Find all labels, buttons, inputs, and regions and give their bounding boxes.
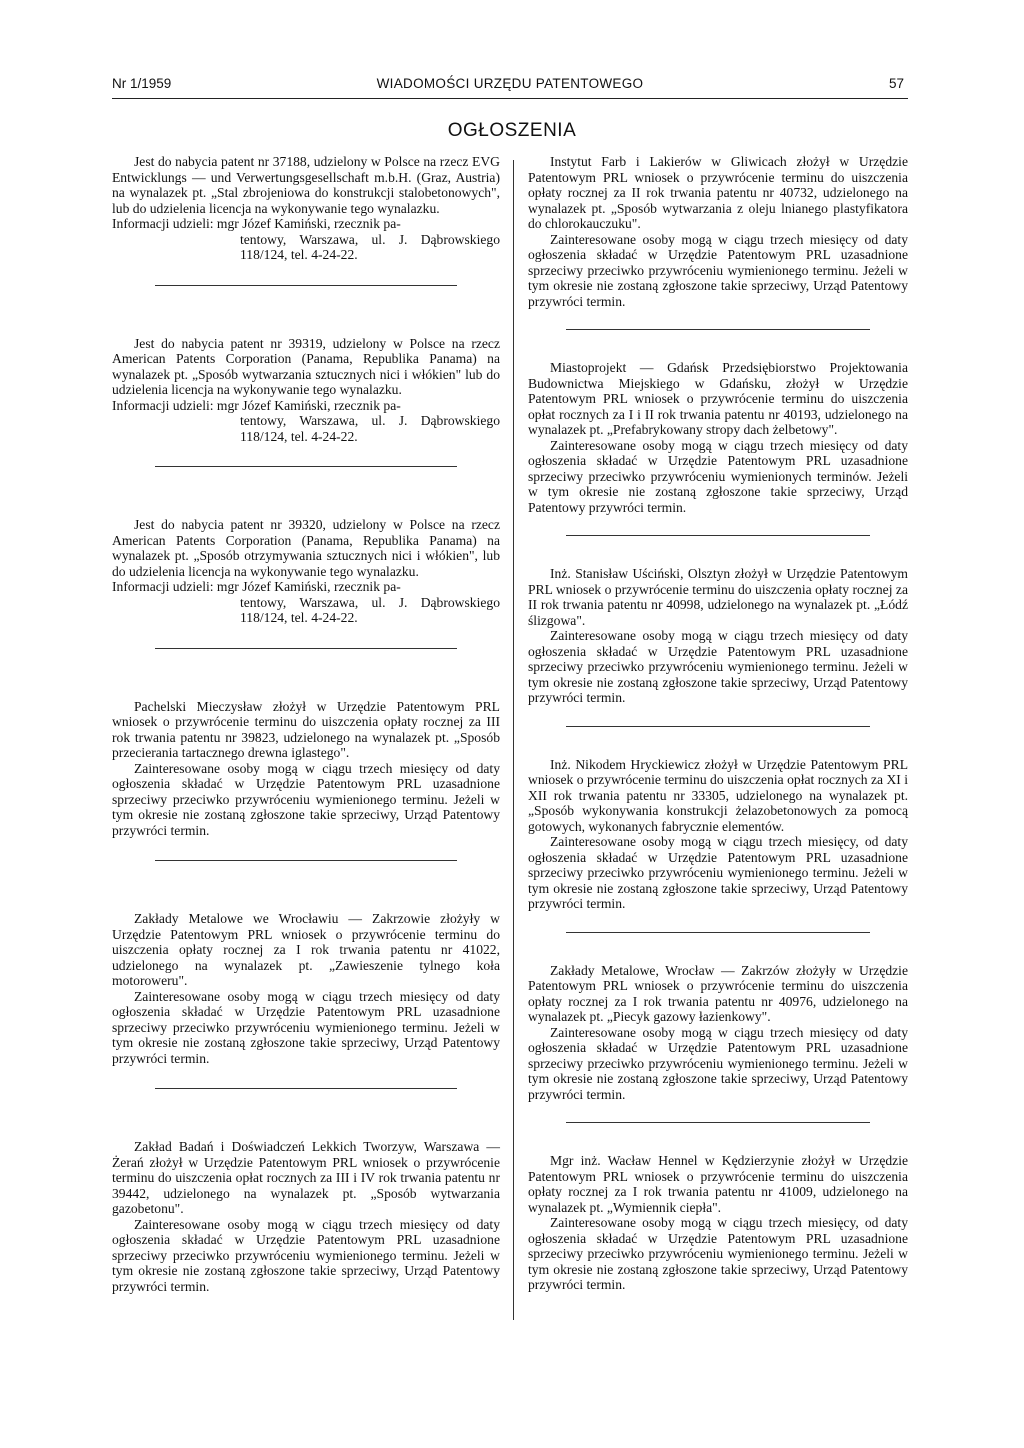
notice-patent-40732 — [528, 154, 908, 309]
notice-body: Pachelski Mieczysław złożył w Urzędzie Patentowym PRL wniosek o przywrócenie terminu do uiszczenia opłaty rocznej za III rok trwania patentu nr 39823, udzielonego na wynalazek pt. „Sposób przecierania tartacznego drewna iglastego". — [112, 698, 500, 760]
notice-contact-detail: tentowy, Warszawa, ul. J. Dąbrowskiego 118/124, tel. 4-24-22. — [240, 231, 500, 262]
notice-body: Instytut Farb i Lakierów w Gliwicach złożył w Urzędzie Patentowym PRL wniosek o przywrócenie terminu do uiszczenia opłaty rocznej za II rok trwania patentu nr 40732, udzielonego na wynalazek pt. „Sposób wytwarzania z oleju lnianego plastyfikatora do chlorokauczuku". — [528, 154, 908, 231]
separator-rule — [155, 466, 458, 467]
notice-body: Inż. Stanisław Uściński, Olsztyn złożył w Urzędzie Patentowym PRL wniosek o przywrócenie terminu do uiszczenia opłaty rocznej za II rok trwania patentu nr 40998, udzielonego na wynalazek pt. „Łódź ślizgowa". — [528, 566, 908, 628]
notice-body: Jest do nabycia patent nr 39320, udzielony w Polsce na rzecz American Patents Corporation (Panama, Republika Panama) na wynalazek pt. „Sposób otrzymywania sztucznych nici i włókien", lub do udzielenia licencja na wykonywanie tego wynalazku. — [112, 517, 500, 579]
separator-rule — [566, 329, 870, 330]
notice-body: Jest do nabycia patent nr 37188, udzielony w Polsce na rzecz EVG Entwicklungs — und Verwertungsgesellschaft m.b.H. (Graz, Austria) na wynalazek pt. „Stal zbrojeniowa do konstrukcji stalobetonowych", lub do udzielenia licencja na wykonywanie tego wynalazku. — [112, 154, 500, 216]
notice-body: Jest do nabycia patent nr 39319, udzielony w Polsce na rzecz American Patents Corporation (Panama, Republika Panama) na wynalazek pt. „Sposób wytwarzania sztucznych nici i włókien" lub do udzielenia licencja na wykonywanie tego wynalazku. — [112, 335, 500, 397]
notice-body: Zakład Badań i Doświadczeń Lekkich Tworzyw, Warszawa — Żerań złożył w Urzędzie Patentowym PRL wniosek o przywrócenie terminu do uiszczenia opłat rocznych za III i IV rok trwania patentu nr 39442, udzielonego na wynalazek pt. „Sposób wytwarzania gazobetonu". — [112, 1139, 500, 1216]
notice-patent-37188 — [112, 154, 500, 263]
notice-contact: Informacji udzieli: mgr Józef Kamiński, rzecznik pa- — [112, 397, 401, 413]
notice-objection-text: Zainteresowane osoby mogą w ciągu trzech miesięcy od daty ogłoszenia składać w Urzędzie Patentowym PRL uzasadnione sprzeciwy przeciwko przywróceniu wymienionego terminu. Jeżeli w tym okresie nie zostaną zgłoszone takie sprzeciwy, Urząd Patentowy przywróci termin. — [528, 1024, 908, 1102]
notice-body: Zakłady Metalowe, Wrocław — Zakrzów złożyły w Urzędzie Patentowym PRL wniosek o przywrócenie terminu do uiszczenia opłaty rocznej za I rok trwania patentu nr 40976, udzielonego na wynalazek pt. „Piecyk gazowy łazienkowy". — [528, 962, 908, 1024]
separator-rule — [566, 1122, 870, 1123]
notice-objection-text: Zainteresowane osoby mogą w ciągu trzech miesięcy od daty ogłoszenia składać w Urzędzie Patentowym PRL uzasadnione sprzeciwy przeciwko przywróceniu wymienionego terminu. Jeżeli w tym okresie nie zostaną zgłoszone takie sprzeciwy, Urząd Patentowy przywróci termin. — [528, 231, 908, 309]
notice-body: Miastoprojekt — Gdańsk Przedsiębiorstwo Projektowania Budownictwa Miejskiego w Gdańsku, złożył w Urzędzie Patentowym PRL wniosek o przywrócenie terminu do uiszczenia opłat rocznych za I i II rok trwania patentu nr 40193, udzielonego na wynalazek pt. „Prefabrykowany stropy dach żelbetowy". — [528, 360, 908, 437]
notice-objection-text: Zainteresowane osoby mogą w ciągu trzech miesięcy, od daty ogłoszenia składać w Urzędzie Patentowym PRL uzasadnione sprzeciwy przeciwko przywróceniu wymienionego terminu. Jeżeli w tym okresie nie zostaną zgłoszone takie sprzeciwy, Urząd Patentowy przywróci termin. — [528, 1215, 908, 1292]
notice-objection-text: Zainteresowane osoby mogą w ciągu trzech miesięcy od daty ogłoszenia składać w Urzędzie Patentowym PRL uzasadnione sprzeciwy przeciwko przywróceniu wymienionego terminu. Jeżeli w tym okresie nie zostaną zgłoszone takie sprzeciwy, Urząd Patentowy przywróci termin. — [112, 988, 500, 1066]
notice-body: Inż. Nikodem Hryckiewicz złożył w Urzędzie Patentowym PRL wniosek o przywrócenie terminu do uiszczenia opłat rocznych za XI i XII rok trwania patentu nr 33305, udzielonego na wynalazek pt. „Sposób wykonywania konstrukcji żelazobetonowych za pomocą gotowych, wykonanych fabrycznie elementów. — [528, 756, 908, 834]
notice-patent-39442 — [112, 1139, 500, 1294]
column-divider — [513, 160, 514, 1320]
notice-patent-40998 — [528, 566, 908, 706]
journal-title: WIADOMOŚCI URZĘDU PATENTOWEGO — [376, 76, 644, 91]
notice-objection-text: Zainteresowane osoby mogą w ciągu trzech miesięcy od daty ogłoszenia składać w Urzędzie Patentowym PRL uzasadnione sprzeciwy przeciwko przywróceniu wymienionego terminu. Jeżeli w tym okresie nie zostaną zgłoszone takie sprzeciwy, Urząd Patentowy przywróci termin. — [528, 628, 908, 705]
issue-number: Nr 1/1959 — [112, 76, 172, 91]
notice-patent-41022 — [112, 911, 500, 1066]
notice-contact: Informacji udzieli: mgr Józef Kamiński, rzecznik pa- — [112, 579, 401, 594]
notice-patent-33305 — [528, 757, 908, 912]
notice-contact-detail: tentowy, Warszawa, ul. J. Dąbrowskiego 118/124, tel. 4-24-22. — [240, 413, 500, 444]
page-number: 57 — [888, 76, 904, 91]
separator-rule — [155, 1088, 458, 1089]
separator-rule — [566, 535, 870, 536]
notice-body: Mgr inż. Wacław Hennel w Kędzierzynie złożył w Urzędzie Patentowym PRL wniosek o przywrócenie terminu do uiszczenia opłaty rocznej za I rok trwania patentu nr 41009, udzielonego na wynalazek pt. „Wymiennik ciepła". — [528, 1153, 908, 1215]
left-column — [112, 154, 500, 1294]
separator-rule — [155, 285, 458, 286]
notice-patent-39320 — [112, 517, 500, 626]
notice-patent-41009 — [528, 1153, 908, 1293]
notice-objection-text: Zainteresowane osoby mogą w ciągu trzech miesięcy od daty ogłoszenia składać w Urzędzie Patentowym PRL uzasadnione sprzeciwy przeciwko przywróceniu wymienionego terminu. Jeżeli w tym okresie nie zostaną zgłoszone takie sprzeciwy, Urząd Patentowy przywróci termin. — [112, 760, 500, 838]
notice-body: Zakłady Metalowe we Wrocławiu — Zakrzowie złożyły w Urzędzie Patentowym PRL wniosek o przywrócenie terminu do uiszczenia opłaty rocznej za I rok trwania patentu nr 41022, udzielonego na wynalazek pt. „Zawieszenie tylnego koła motoroweru". — [112, 911, 500, 988]
section-title: OGŁOSZENIA — [447, 120, 577, 141]
notice-patent-39319 — [112, 336, 500, 445]
separator-rule — [566, 726, 870, 727]
notice-patent-40976 — [528, 963, 908, 1103]
notice-patent-39823 — [112, 699, 500, 839]
notice-contact-detail: tentowy, Warszawa, ul. J. Dąbrowskiego 118/124, tel. 4-24-22. — [240, 594, 500, 625]
page-header — [112, 72, 908, 99]
separator-rule — [566, 932, 870, 933]
notice-contact: Informacji udzieli: mgr Józef Kamiński, rzecznik pa- — [112, 216, 401, 231]
right-column — [528, 154, 908, 1293]
notice-objection-text: Zainteresowane osoby mogą w ciągu trzech miesięcy od daty ogłoszenia składać w Urzędzie Patentowym PRL uzasadnione sprzeciwy przeciwko przywróceniu wymienionych terminów. Jeżeli w tym okresie nie zostaną zgłoszone takie sprzeciwy, Urząd Patentowy przywróci termin. — [528, 437, 908, 515]
separator-rule — [155, 860, 458, 861]
separator-rule — [155, 648, 458, 649]
notice-objection-text: Zainteresowane osoby mogą w ciągu trzech miesięcy od daty ogłoszenia składać w Urzędzie Patentowym PRL uzasadnione sprzeciwy przeciwko przywróceniu wymienionego terminu. Jeżeli w tym okresie nie zostaną zgłoszone takie sprzeciwy, Urząd Patentowy przywróci termin. — [112, 1216, 500, 1294]
notice-objection-text: Zainteresowane osoby mogą w ciągu trzech miesięcy, od daty ogłoszenia składać w Urzędzie Patentowym PRL uzasadnione sprzeciwy przeciwko przywróceniu wymienionego terminu. Jeżeli w tym okresie nie zostaną zgłoszone takie sprzeciwy, Urząd Patentowy przywróci termin. — [528, 834, 908, 911]
notice-patent-40193 — [528, 360, 908, 515]
